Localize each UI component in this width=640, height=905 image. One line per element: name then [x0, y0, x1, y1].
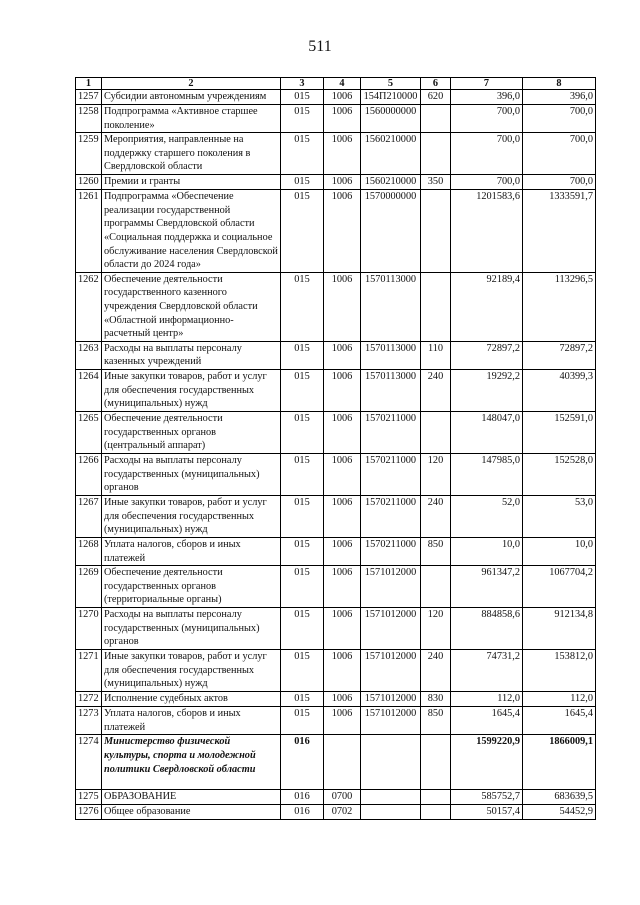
row-name: Иные закупки товаров, работ и услуг для обеспечения государственных (муниципальных) нужд — [102, 650, 281, 692]
table-body — [76, 90, 596, 820]
section-code: 1006 — [324, 608, 361, 650]
amount-year-1: 72897,2 — [451, 341, 523, 369]
table-row — [76, 650, 596, 692]
row-number: 1263 — [76, 341, 102, 369]
section-code: 1006 — [324, 105, 361, 133]
section-code: 1006 — [324, 190, 361, 273]
amount-year-2: 683639,5 — [523, 790, 596, 805]
row-name: Мероприятия, направленные на поддержку старшего поколения в Свердловской области — [102, 133, 281, 175]
row-name: ОБРАЗОВАНИЕ — [102, 790, 281, 805]
target-article-code: 154П210000 — [361, 90, 421, 105]
amount-year-1: 396,0 — [451, 90, 523, 105]
expense-type-code: 110 — [421, 341, 451, 369]
amount-year-2: 112,0 — [523, 692, 596, 707]
table-row — [76, 133, 596, 175]
row-number: 1275 — [76, 790, 102, 805]
amount-year-1: 10,0 — [451, 537, 523, 565]
section-code: 0702 — [324, 805, 361, 820]
table-row — [76, 272, 596, 341]
ministry-code: 015 — [281, 90, 324, 105]
amount-year-2: 40399,3 — [523, 369, 596, 411]
section-code: 1006 — [324, 272, 361, 341]
row-name: Исполнение судебных актов — [102, 692, 281, 707]
table-row — [76, 411, 596, 453]
row-number: 1258 — [76, 105, 102, 133]
row-number: 1267 — [76, 495, 102, 537]
table-row — [76, 608, 596, 650]
table-row — [76, 105, 596, 133]
ministry-code: 016 — [281, 735, 324, 790]
section-code: 1006 — [324, 692, 361, 707]
amount-year-1: 1645,4 — [451, 707, 523, 735]
amount-year-1: 961347,2 — [451, 566, 523, 608]
target-article-code: 1570000000 — [361, 190, 421, 273]
expense-type-code: 620 — [421, 90, 451, 105]
ministry-code: 015 — [281, 190, 324, 273]
target-article-code: 1560000000 — [361, 105, 421, 133]
ministry-code: 016 — [281, 805, 324, 820]
row-number: 1270 — [76, 608, 102, 650]
table-row — [76, 190, 596, 273]
expense-type-code — [421, 272, 451, 341]
row-number: 1262 — [76, 272, 102, 341]
table-row — [76, 369, 596, 411]
row-number: 1274 — [76, 735, 102, 790]
row-name: Иные закупки товаров, работ и услуг для обеспечения государственных (муниципальных) нужд — [102, 369, 281, 411]
column-header-5: 5 — [361, 78, 421, 90]
amount-year-1: 884858,6 — [451, 608, 523, 650]
row-name: Расходы на выплаты персоналу казенных учреждений — [102, 341, 281, 369]
ministry-code: 015 — [281, 692, 324, 707]
expense-type-code: 120 — [421, 608, 451, 650]
amount-year-2: 72897,2 — [523, 341, 596, 369]
expense-type-code — [421, 735, 451, 790]
table-row — [76, 175, 596, 190]
section-code: 0700 — [324, 790, 361, 805]
row-number: 1266 — [76, 453, 102, 495]
ministry-code: 015 — [281, 411, 324, 453]
table-row — [76, 341, 596, 369]
section-code: 1006 — [324, 411, 361, 453]
row-number: 1269 — [76, 566, 102, 608]
target-article-code: 1560210000 — [361, 133, 421, 175]
amount-year-2: 152528,0 — [523, 453, 596, 495]
section-code: 1006 — [324, 175, 361, 190]
section-code: 1006 — [324, 133, 361, 175]
amount-year-2: 1866009,1 — [523, 735, 596, 790]
target-article-code: 1571012000 — [361, 692, 421, 707]
target-article-code: 1570211000 — [361, 537, 421, 565]
expense-type-code — [421, 133, 451, 175]
row-name: Расходы на выплаты персоналу государственных (муниципальных) органов — [102, 608, 281, 650]
page-number: 511 — [308, 38, 332, 55]
target-article-code: 1570211000 — [361, 453, 421, 495]
ministry-code: 015 — [281, 105, 324, 133]
row-name: Уплата налогов, сборов и иных платежей — [102, 537, 281, 565]
table-row — [76, 90, 596, 105]
budget-table — [75, 77, 596, 820]
row-number: 1261 — [76, 190, 102, 273]
section-code: 1006 — [324, 90, 361, 105]
table-row — [76, 805, 596, 820]
table-row — [76, 495, 596, 537]
ministry-code: 015 — [281, 495, 324, 537]
amount-year-1: 92189,4 — [451, 272, 523, 341]
amount-year-1: 148047,0 — [451, 411, 523, 453]
target-article-code: 1560210000 — [361, 175, 421, 190]
amount-year-2: 700,0 — [523, 105, 596, 133]
amount-year-2: 10,0 — [523, 537, 596, 565]
amount-year-2: 396,0 — [523, 90, 596, 105]
row-number: 1268 — [76, 537, 102, 565]
expense-type-code — [421, 411, 451, 453]
amount-year-2: 113296,5 — [523, 272, 596, 341]
expense-type-code: 120 — [421, 453, 451, 495]
expense-type-code: 850 — [421, 707, 451, 735]
row-name: Субсидии автономным учреждениям — [102, 90, 281, 105]
row-number: 1276 — [76, 805, 102, 820]
section-code: 1006 — [324, 341, 361, 369]
amount-year-1: 19292,2 — [451, 369, 523, 411]
amount-year-1: 52,0 — [451, 495, 523, 537]
row-name: Министерство физической культуры, спорта и молодежной политики Свердловской области — [102, 735, 281, 790]
section-code: 1006 — [324, 537, 361, 565]
amount-year-1: 1599220,9 — [451, 735, 523, 790]
table-row — [76, 453, 596, 495]
target-article-code — [361, 735, 421, 790]
amount-year-2: 153812,0 — [523, 650, 596, 692]
target-article-code: 1570211000 — [361, 495, 421, 537]
row-number: 1265 — [76, 411, 102, 453]
row-number: 1259 — [76, 133, 102, 175]
expense-type-code — [421, 805, 451, 820]
amount-year-1: 700,0 — [451, 105, 523, 133]
ministry-code: 015 — [281, 341, 324, 369]
row-name: Расходы на выплаты персоналу государственных (муниципальных) органов — [102, 453, 281, 495]
column-header-1: 1 — [76, 78, 102, 90]
expense-type-code — [421, 105, 451, 133]
column-header-6: 6 — [421, 78, 451, 90]
amount-year-1: 112,0 — [451, 692, 523, 707]
amount-year-2: 912134,8 — [523, 608, 596, 650]
expense-type-code — [421, 790, 451, 805]
ministry-code: 015 — [281, 608, 324, 650]
ministry-code: 015 — [281, 566, 324, 608]
row-number: 1257 — [76, 90, 102, 105]
expense-type-code — [421, 566, 451, 608]
amount-year-1: 585752,7 — [451, 790, 523, 805]
row-number: 1264 — [76, 369, 102, 411]
table-row — [76, 537, 596, 565]
target-article-code: 1570113000 — [361, 369, 421, 411]
target-article-code — [361, 790, 421, 805]
row-name: Подпрограмма «Обеспечение реализации государственной программы Свердловской области «Социальная поддержка и социальное обслуживание населения Свердловской области до 2024 года» — [102, 190, 281, 273]
amount-year-2: 54452,9 — [523, 805, 596, 820]
amount-year-2: 1333591,7 — [523, 190, 596, 273]
section-code: 1006 — [324, 566, 361, 608]
amount-year-1: 1201583,6 — [451, 190, 523, 273]
row-number: 1273 — [76, 707, 102, 735]
target-article-code: 1571012000 — [361, 608, 421, 650]
amount-year-1: 147985,0 — [451, 453, 523, 495]
row-name: Общее образование — [102, 805, 281, 820]
expense-type-code: 850 — [421, 537, 451, 565]
row-name: Уплата налогов, сборов и иных платежей — [102, 707, 281, 735]
expense-type-code: 830 — [421, 692, 451, 707]
ministry-code: 015 — [281, 650, 324, 692]
amount-year-2: 152591,0 — [523, 411, 596, 453]
target-article-code: 1570113000 — [361, 341, 421, 369]
ministry-code: 015 — [281, 369, 324, 411]
ministry-code: 015 — [281, 453, 324, 495]
ministry-code: 015 — [281, 133, 324, 175]
row-number: 1272 — [76, 692, 102, 707]
expense-type-code: 350 — [421, 175, 451, 190]
table-row — [76, 707, 596, 735]
row-name: Подпрограмма «Активное старшее поколение» — [102, 105, 281, 133]
row-number: 1271 — [76, 650, 102, 692]
row-name: Иные закупки товаров, работ и услуг для обеспечения государственных (муниципальных) нужд — [102, 495, 281, 537]
expense-type-code: 240 — [421, 495, 451, 537]
section-code: 1006 — [324, 495, 361, 537]
section-code: 1006 — [324, 453, 361, 495]
target-article-code: 1571012000 — [361, 650, 421, 692]
column-header-4: 4 — [324, 78, 361, 90]
header-row — [76, 78, 596, 90]
amount-year-2: 1067704,2 — [523, 566, 596, 608]
amount-year-2: 53,0 — [523, 495, 596, 537]
target-article-code: 1570113000 — [361, 272, 421, 341]
row-number: 1260 — [76, 175, 102, 190]
amount-year-2: 700,0 — [523, 133, 596, 175]
amount-year-1: 700,0 — [451, 133, 523, 175]
section-code — [324, 735, 361, 790]
ministry-code: 015 — [281, 537, 324, 565]
row-name: Обеспечение деятельности государственных органов (центральный аппарат) — [102, 411, 281, 453]
target-article-code — [361, 805, 421, 820]
table-row — [76, 566, 596, 608]
amount-year-1: 50157,4 — [451, 805, 523, 820]
expense-type-code: 240 — [421, 650, 451, 692]
row-name: Обеспечение деятельности государственных органов (территориальные органы) — [102, 566, 281, 608]
expense-type-code — [421, 190, 451, 273]
table-row — [76, 790, 596, 805]
target-article-code: 1571012000 — [361, 707, 421, 735]
target-article-code: 1571012000 — [361, 566, 421, 608]
column-header-2: 2 — [102, 78, 281, 90]
amount-year-1: 700,0 — [451, 175, 523, 190]
column-header-8: 8 — [523, 78, 596, 90]
target-article-code: 1570211000 — [361, 411, 421, 453]
table-row — [76, 735, 596, 790]
ministry-code: 015 — [281, 272, 324, 341]
row-name: Премии и гранты — [102, 175, 281, 190]
row-name: Обеспечение деятельности государственного казенного учреждения Свердловской области «Областной информационно-расчетный центр» — [102, 272, 281, 341]
section-code: 1006 — [324, 369, 361, 411]
amount-year-1: 74731,2 — [451, 650, 523, 692]
ministry-code: 015 — [281, 707, 324, 735]
ministry-code: 015 — [281, 175, 324, 190]
expense-type-code: 240 — [421, 369, 451, 411]
section-code: 1006 — [324, 707, 361, 735]
ministry-code: 016 — [281, 790, 324, 805]
section-code: 1006 — [324, 650, 361, 692]
table-row — [76, 692, 596, 707]
amount-year-2: 700,0 — [523, 175, 596, 190]
column-header-3: 3 — [281, 78, 324, 90]
amount-year-2: 1645,4 — [523, 707, 596, 735]
column-header-7: 7 — [451, 78, 523, 90]
